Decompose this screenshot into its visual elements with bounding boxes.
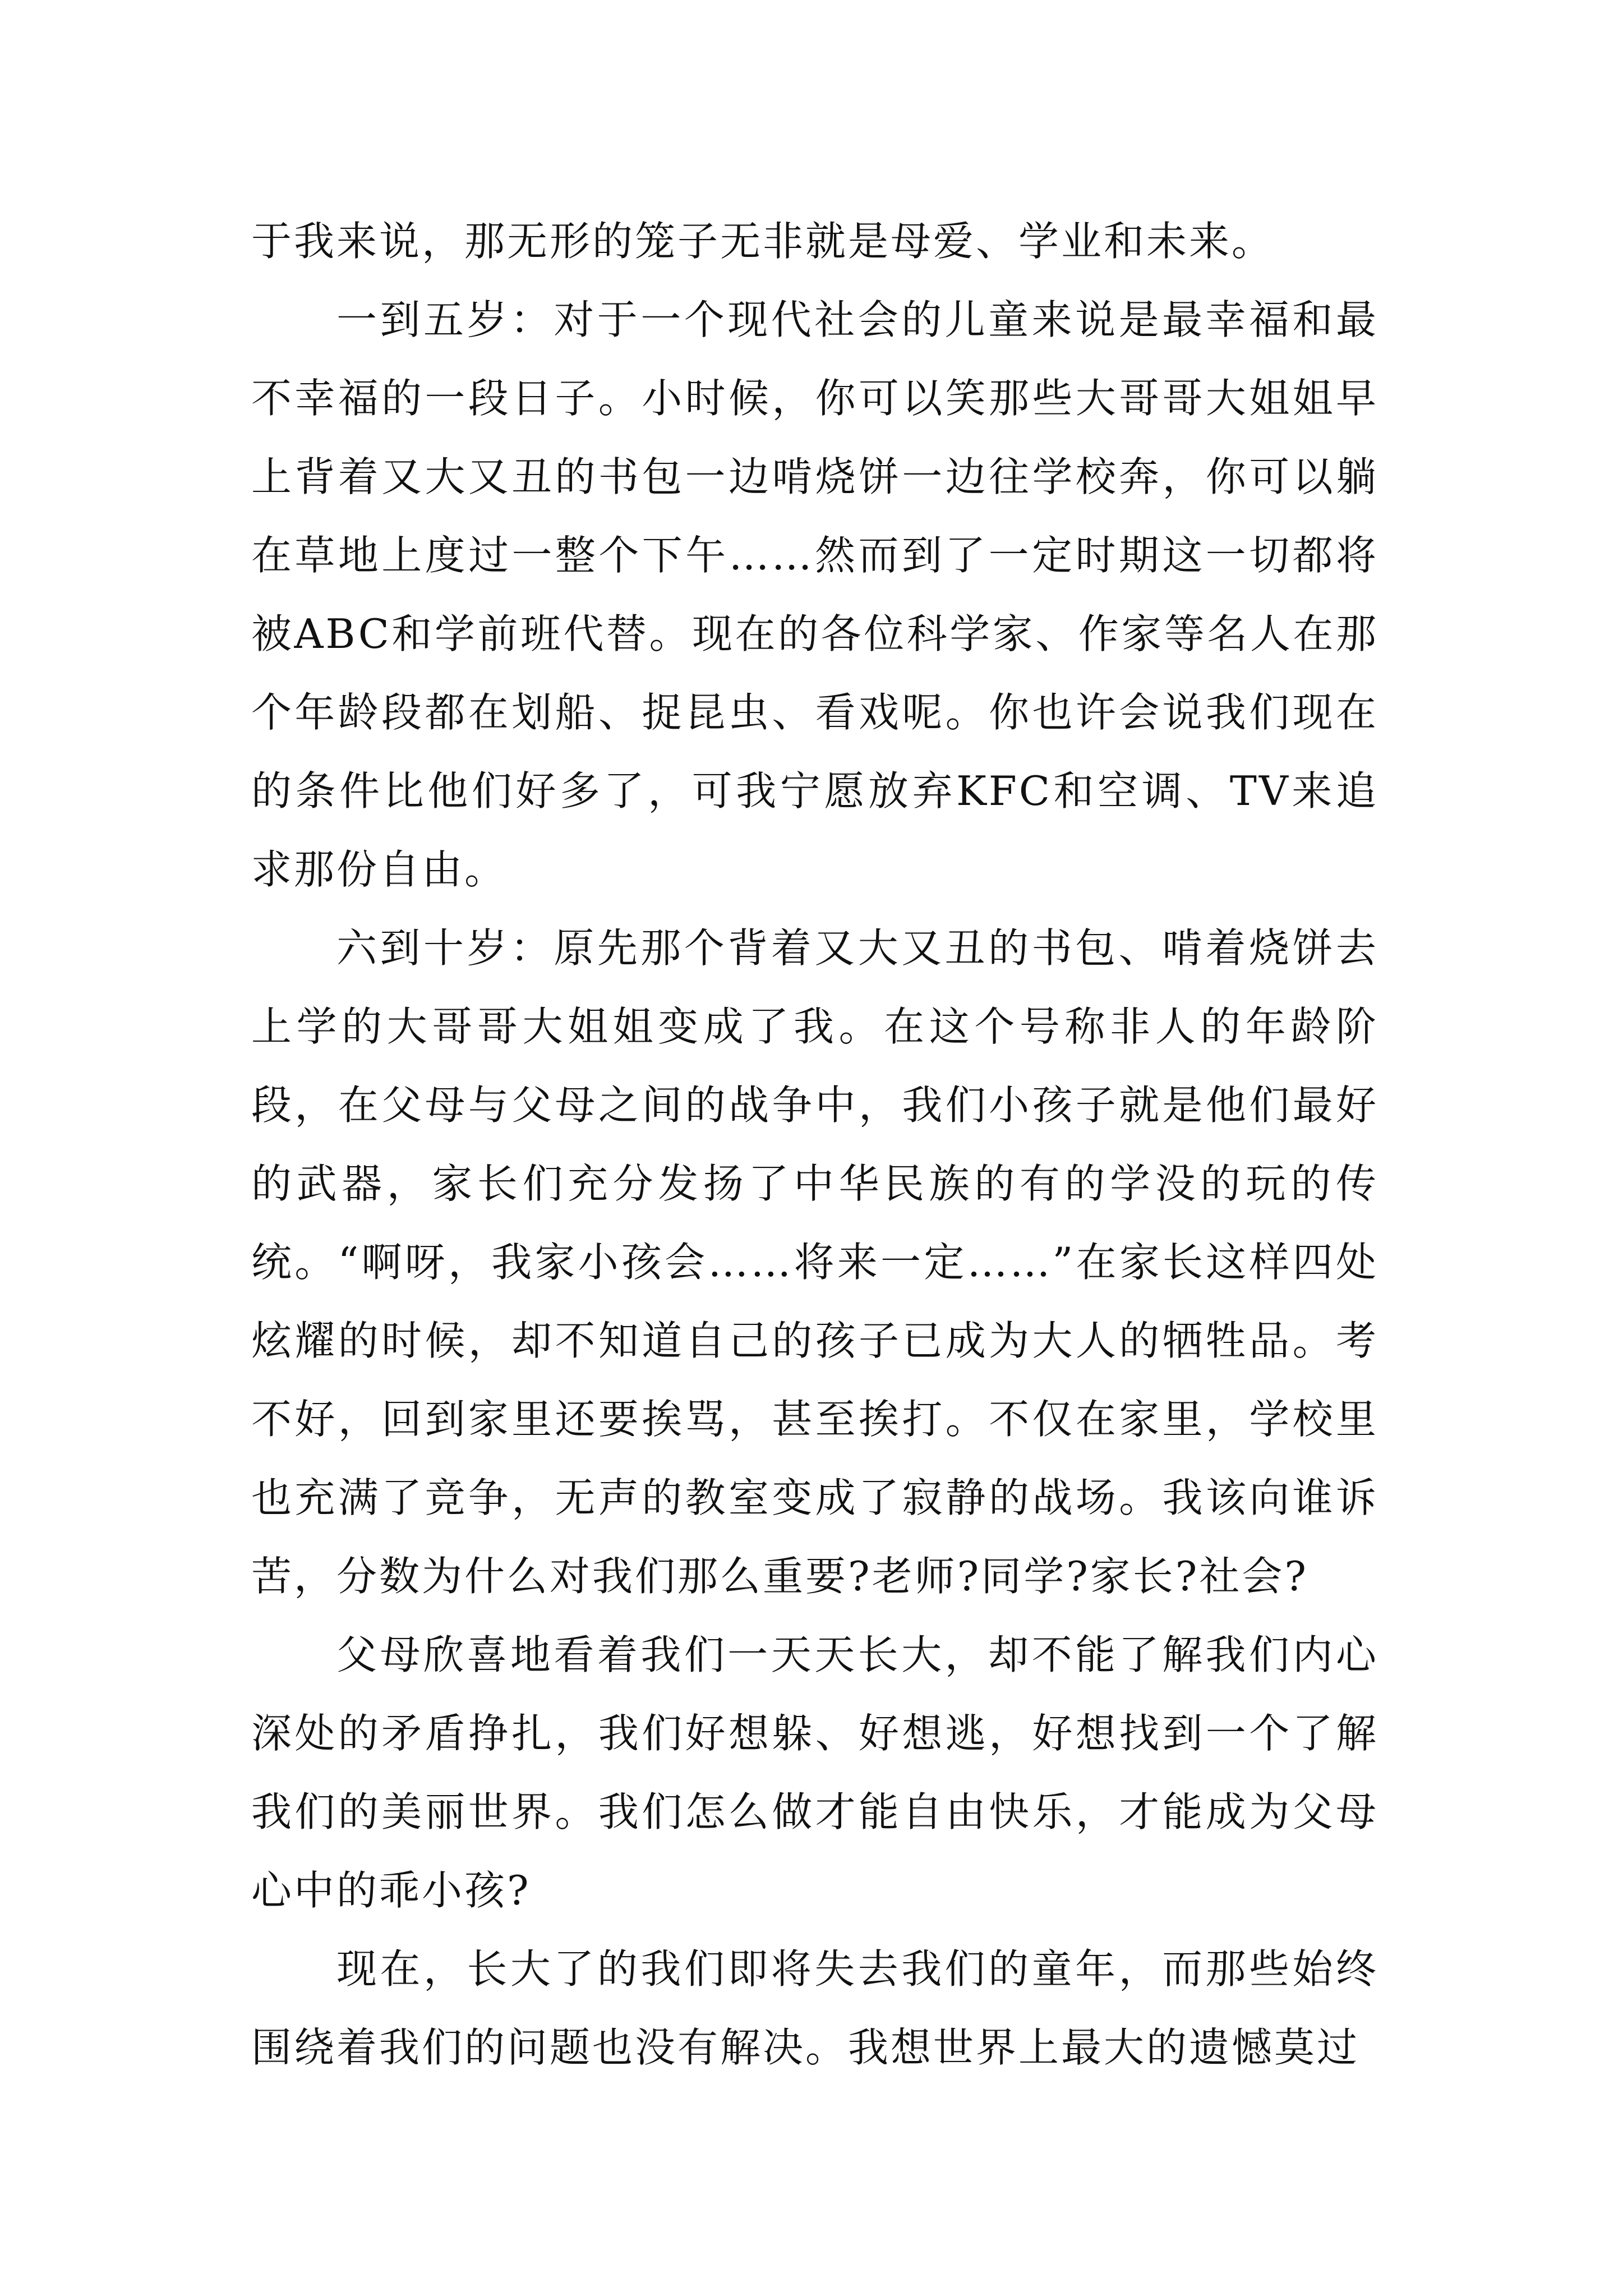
paragraph-now: 现在，长大了的我们即将失去我们的童年，而那些始终围绕着我们的问题也没有解决。我想世界上最大的遗憾莫过 (251, 1945, 1378, 2071)
paragraph-continuation: 于我来说，那无形的笼子无非就是母爱、学业和未来。 (251, 218, 1275, 265)
paragraph-parents: 父母欣喜地看着我们一天天长大，却不能了解我们内心深处的矛盾挣扎，我们好想躲、好想逃，好想找到一个了解我们的美丽世界。我们怎么做才能自由快乐，才能成为父母心中的乖小孩? (251, 1631, 1378, 1914)
body-text (251, 202, 1378, 2087)
paragraph-age-six-to-ten: 六到十岁：原先那个背着又大又丑的书包、啃着烧饼去上学的大哥哥大姐姐变成了我。在这个号称非人的年龄阶段，在父母与父母之间的战争中，我们小孩子就是他们最好的武器，家长们充分发扬了中华民族的有的学没的玩的传统。“啊呀，我家小孩会……将来一定……”在家长这样四处炫耀的时候，却不知道自己的孩子已成为大人的牺牲品。考不好，回到家里还要挨骂，甚至挨打。不仅在家里，学校里也充满了竞争，无声的教室变成了寂静的战场。我该向谁诉苦，分数为什么对我们那么重要?老师?同学?家长?社会? (251, 924, 1378, 1600)
paragraph-age-one-to-five: 一到五岁：对于一个现代社会的儿童来说是最幸福和最不幸福的一段日子。小时候，你可以笑那些大哥哥大姐姐早上背着又大又丑的书包一边啃烧饼一边往学校奔，你可以躺在草地上度过一整个下午……然而到了一定时期这一切都将被ABC和学前班代替。现在的各位科学家、作家等名人在那个年龄段都在划船、捉昆虫、看戏呢。你也许会说我们现在的条件比他们好多了，可我宁愿放弃KFC和空调、TV来追求那份自由。 (251, 296, 1378, 893)
